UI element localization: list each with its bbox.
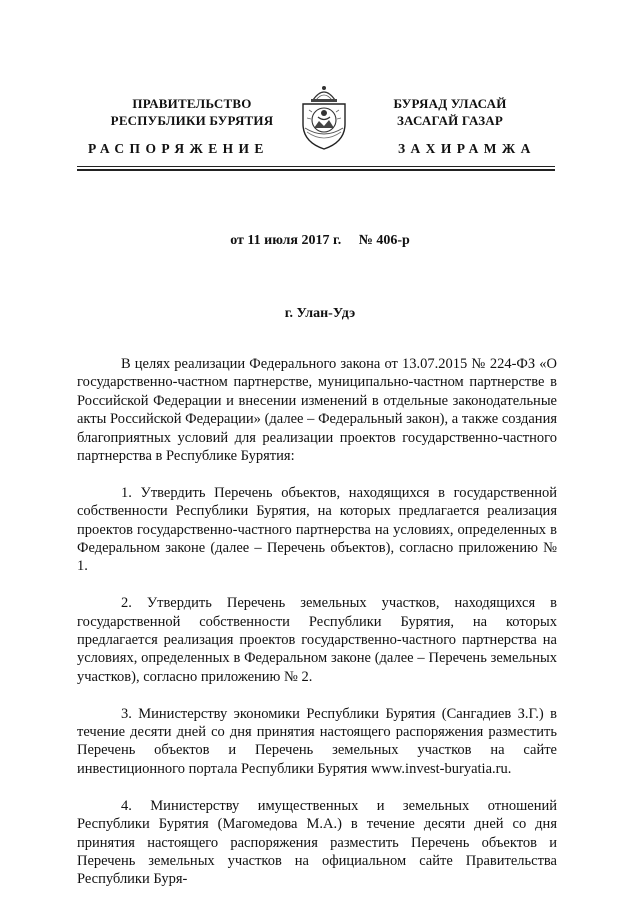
- header-left-line-1: ПРАВИТЕЛЬСТВО: [132, 96, 252, 111]
- preamble-paragraph: В целях реализации Федерального закона от 13.07.2015 № 224-ФЗ «О государственно-частном партнерстве, муниципально-частном партнерстве в Российской Федерации и внесении изменений в отдельные законодательные акты Российской Федерации» (далее – Федеральный закон), а также создания благоприятных условий для реализации проектов государственно-частного партнерства в Республике Бурятия:: [77, 356, 557, 465]
- item-2-paragraph: 2. Утвердить Перечень земельных участков, находящихся в государственной собственности Республики Бурятия, на которых предлагается реализация проектов государственно-частного партнерства на условиях, определенных в Федеральном законе (далее – Перечень земельных участков), согласно приложению № 2.: [77, 595, 557, 685]
- document-date: от 11 июля 2017 г.: [230, 233, 342, 248]
- document-city: г. Улан-Удэ: [284, 306, 356, 321]
- document-date-number: [0, 233, 640, 249]
- item-4-paragraph: 4. Министерству имущественных и земельных отношений Республики Бурятия (Магомедова М.А.) в течение десяти дней со дня принятия настоящего распоряжения разместить Перечень объектов и Перечень земельных участков на официальном сайте Правительства Республики Буря-: [77, 797, 557, 888]
- document-body: [77, 355, 557, 907]
- buryatia-coat-of-arms-icon: [296, 82, 352, 152]
- document-number: № 406-р: [358, 233, 410, 248]
- header-right-bua: [350, 95, 550, 129]
- header-left-line-2: РЕСПУБЛИКИ БУРЯТИЯ: [110, 113, 274, 128]
- item-1-paragraph: 1. Утвердить Перечень объектов, находящихся в государственной собственности Республики Бурятия, на которых предлагается реализация проектов государственно-частного партнерства на условиях, определенных в Федеральном законе (далее – Перечень объектов), согласно приложению № 1.: [77, 484, 557, 575]
- header-right-line-2: ЗАСАГАЙ ГАЗАР: [396, 113, 504, 128]
- item-3-paragraph: 3. Министерству экономики Республики Бурятия (Сангадиев З.Г.) в течение десяти дней со дня принятия настоящего распоряжения разместить Перечень объектов и Перечень земельных участков на сайте инвестиционного портала Республики Бурятия www.invest-buryatia.ru.: [77, 705, 557, 777]
- header-divider-thin: [77, 166, 555, 167]
- header-right-line-1: БУРЯАД УЛАСАЙ: [393, 96, 507, 111]
- order-title-bua: ЗАХИРАМЖА: [398, 141, 536, 156]
- header-left-ru: [92, 95, 292, 129]
- order-title-ru: РАСПОРЯЖЕНИЕ: [88, 141, 269, 156]
- header-divider-thick: [77, 169, 555, 171]
